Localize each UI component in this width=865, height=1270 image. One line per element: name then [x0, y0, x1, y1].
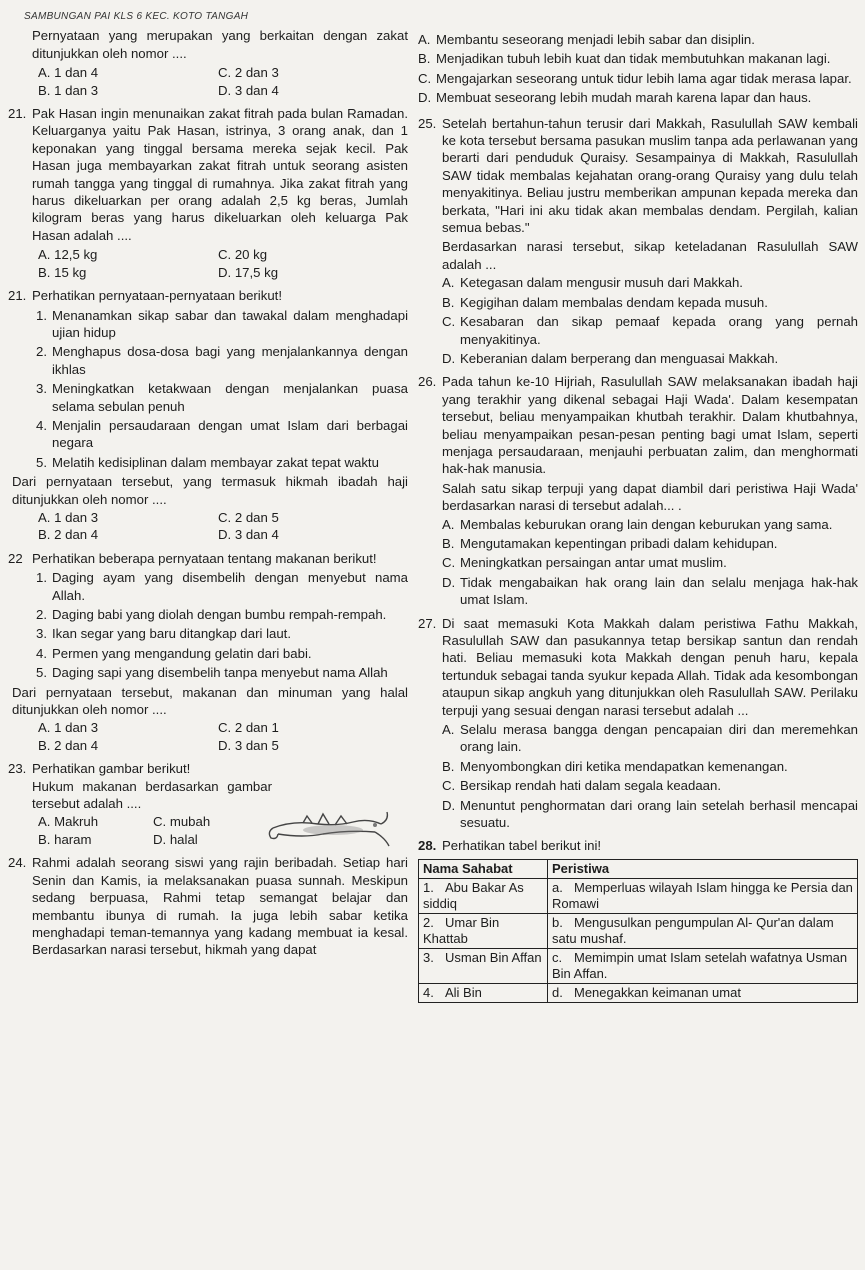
statement-list	[32, 307, 408, 472]
list-item: 3. Meningkatkan ketakwaan dengan menjalankan puasa selama sebulan penuh	[36, 381, 408, 414]
option-c[interactable]: C. mubah	[153, 814, 211, 830]
question-number: 21.	[8, 288, 27, 304]
option-b[interactable]: B. Menyombongkan diri ketika mendapatkan kemenangan.	[442, 758, 788, 774]
option-a[interactable]: A. 12,5 kg	[38, 247, 98, 263]
sahabat-table	[418, 859, 858, 1003]
question-prompt: Berdasarkan narasi tersebut, sikap keteladanan Rasulullah SAW adalah ...	[442, 239, 858, 272]
question-prompt: Dari pernyataan tersebut, yang termasuk hikmah ibadah haji ditunjukkan oleh nomor ....	[12, 474, 408, 507]
table-row: 4. Ali Bin d. Menegakkan keimanan umat	[419, 983, 858, 1002]
option-b[interactable]: B. Kegigihan dalam membalas dendam kepada musuh.	[442, 294, 768, 310]
option-a[interactable]: A. Ketegasan dalam mengusir musuh dari Makkah.	[442, 275, 743, 291]
question-stem: Perhatikan gambar berikut!	[32, 761, 191, 777]
question-stem: Pak Hasan ingin menunaikan zakat fitrah pada bulan Ramadan. Keluarganya yaitu Pak Hasan, istrinya, 3 orang anak, dan 1 keponakan yang tinggal bersama mereka sejak kecil. Pak Hasan juga membayarkan zakat fitrah untuk seorang asisten rumah tangga yang tinggal di rumahnya. Jika zakat fitrah yang harus dikeluarkan per orang adalah 2,5 kg beras, Jumlah kilogram beras yang harus dikeluarkan oleh keluarga Pak Hasan adalah ....	[32, 106, 408, 243]
question-23	[8, 760, 408, 848]
option-d[interactable]: D. 3 dan 4	[218, 527, 279, 543]
list-item: 4. Permen yang mengandung gelatin dari babi.	[36, 645, 312, 661]
option-a[interactable]: A. Membalas keburukan orang lain dengan keburukan yang sama.	[442, 516, 833, 532]
list-item: 5. Melatih kedisiplinan dalam membayar zakat tepat waktu	[36, 454, 379, 470]
question-21	[8, 105, 408, 281]
table-row: 3. Usman Bin Affan c. Memimpin umat Islam setelah wafatnya Usman Bin Affan.	[419, 948, 858, 983]
question-prompt: Salah satu sikap terpuji yang dapat diambil dari peristiwa Haji Wada' berdasarkan narasi di tersebut adalah... .	[442, 480, 858, 514]
question-27	[418, 615, 858, 832]
table-row: 2. Umar Bin Khattab b. Mengusulkan pengumpulan Al- Qur'an dalam satu mushaf.	[419, 913, 858, 948]
option-d[interactable]: D. 3 dan 5	[218, 737, 279, 753]
question-prompt: Hukum makanan berdasarkan gambar tersebut adalah ....	[32, 778, 272, 812]
lobster-image	[263, 790, 393, 850]
list-item: 1. Menanamkan sikap sabar dan tawakal dalam menghadapi ujian hidup	[36, 307, 408, 340]
question-stem: Setelah bertahun-tahun terusir dari Makkah, Rasulullah SAW kembali ke kota tersebut bersama pasukan muslim tanpa ada perlawanan yang berarti dari penduduk Quraisy. Sesampainya di Makkah, Rasulullah SAW tidak membalas kejahatan orang-orang Quraisy yang dulu telah menyakitinya. Beliau justru memberikan ampunan kepada mereka dan berkata, "Hari ini aku tidak akan membalas dendam. Pergilah, kalian semua bebas."	[442, 115, 858, 236]
question-stem: Pada tahun ke-10 Hijriah, Rasulullah SAW melaksanakan ibadah haji yang terakhir yang dikenal sebagai Haji Wada'. Dalam kesempatan tersebut, beliau menyampaikan khutbah terakhir. Dalam khutbahnya, beliau menyampaikan pesan-pesan penting bagi umat Islam, seperti menjaga persaudaraan, menjauhi perbuatan zalim, dan menghormati hak-hak manusia.	[442, 374, 858, 477]
option-d[interactable]: D. 3 dan 4	[218, 82, 279, 98]
question-number: 28.	[418, 838, 437, 854]
option-a[interactable]: A. Makruh	[38, 814, 99, 830]
table-row: 1. Abu Bakar As siddiq a. Memperluas wilayah Islam hingga ke Persia dan Romawi	[419, 878, 858, 913]
list-item: 4. Menjalin persaudaraan dengan umat Islam dari berbagai negara	[36, 417, 408, 451]
option-d[interactable]: D. halal	[153, 831, 198, 847]
answer-options	[38, 64, 408, 99]
option-b[interactable]: B. 2 dan 4	[38, 737, 99, 753]
option-b[interactable]: B. 2 dan 4	[38, 527, 99, 543]
table-header-peristiwa: Peristiwa	[548, 859, 858, 878]
question-top	[8, 27, 408, 99]
question-number: 21.	[8, 106, 27, 122]
list-item: 2. Daging babi yang diolah dengan bumbu rempah-rempah.	[36, 607, 387, 622]
list-item: 3. Ikan segar yang baru ditangkap dari laut.	[36, 626, 291, 642]
right-column	[418, 30, 858, 1009]
question-number: 22	[8, 550, 23, 566]
question-25	[418, 115, 858, 368]
option-c[interactable]: C. 20 kg	[218, 247, 268, 263]
list-item: 1. Daging ayam yang disembelih dengan menyebut nama Allah.	[36, 570, 408, 603]
answer-options	[442, 721, 858, 831]
page-header: SAMBUNGAN PAI KLS 6 KEC. KOTO TANGAH	[24, 11, 249, 22]
question-22	[8, 550, 408, 754]
option-d[interactable]: D. Menuntut penghormatan dari orang lain setelah berhasil mencapai sesuatu.	[442, 797, 858, 831]
question-number: 25.	[418, 115, 437, 131]
answer-options	[38, 509, 408, 544]
option-c[interactable]: C. Meningkatkan persaingan antar umat muslim.	[442, 555, 727, 571]
option-c[interactable]: C. Kesabaran dan sikap pemaaf kepada orang yang pernah menyakitinya.	[442, 314, 858, 347]
statement-list	[32, 569, 408, 681]
question-number: 27.	[418, 615, 437, 631]
question-number: 26.	[418, 374, 437, 390]
table-header-nama: Nama Sahabat	[419, 859, 548, 878]
answer-options	[38, 719, 408, 754]
question-24	[8, 854, 408, 958]
question-prompt: Dari pernyataan tersebut, makanan dan minuman yang halal ditunjukkan oleh nomor ....	[12, 684, 408, 718]
option-c[interactable]: C. 2 dan 3	[218, 65, 279, 81]
option-c[interactable]: C. Bersikap rendah hati dalam segala keadaan.	[442, 778, 721, 794]
option-c[interactable]: C. 2 dan 5	[218, 509, 279, 525]
option-a[interactable]: A. Selalu merasa bangga dengan pencapaian diri dan meremehkan orang lain.	[442, 722, 858, 755]
question-stem: Rahmi adalah seorang siswi yang rajin beribadah. Setiap hari Senin dan Kamis, ia melaksanakan puasa sunnah. Meskipun sedang berpuasa, Rahmi tetap semangat belajar dan membantu ibunya di rumah. Ia juga lebih sabar ketika menghadapi teman-temannya yang kadang membuat ia kesal. Berdasarkan narasi tersebut, hikmah yang dapat	[32, 855, 408, 958]
question-number: 23.	[8, 761, 27, 777]
question-28	[418, 837, 858, 1002]
option-d[interactable]: D. 17,5 kg	[218, 264, 279, 280]
answer-options	[442, 516, 858, 609]
option-b[interactable]: B. 15 kg	[38, 264, 87, 280]
option-d[interactable]: D. Keberanian dalam berperang dan menguasai Makkah.	[442, 350, 779, 366]
question-stem: Perhatikan pernyataan-pernyataan berikut!	[32, 288, 282, 304]
option-d[interactable]: D. Tidak mengabaikan hak orang lain dan selalu menjaga hak-hak umat Islam.	[442, 574, 858, 608]
option-b[interactable]: B. Mengutamakan kepentingan pribadi dalam kehidupan.	[442, 535, 778, 551]
option-c[interactable]: C. 2 dan 1	[218, 720, 279, 736]
option-a[interactable]: A. 1 dan 3	[38, 720, 99, 736]
option-d[interactable]: D. Membuat seseorang lebih mudah marah karena lapar dan haus.	[418, 90, 812, 106]
question-hikmah-haji	[8, 287, 408, 544]
question-stem: Perhatikan beberapa pernyataan tentang makanan berikut!	[32, 550, 377, 566]
option-a[interactable]: A. 1 dan 4	[38, 65, 99, 81]
list-item: 5. Daging sapi yang disembelih tanpa menyebut nama Allah	[36, 665, 388, 681]
answer-options	[38, 246, 408, 281]
question-stem: Pernyataan yang merupakan yang berkaitan dengan zakat ditunjukkan oleh nomor ....	[32, 28, 408, 61]
option-b[interactable]: B. 1 dan 3	[38, 82, 99, 98]
question-number: 24.	[8, 855, 27, 871]
question-stem: Perhatikan tabel berikut ini!	[442, 838, 602, 854]
option-a[interactable]: A. 1 dan 3	[38, 509, 99, 525]
question-24-options	[418, 31, 858, 107]
question-stem: Di saat memasuki Kota Makkah dalam peristiwa Fathu Makkah, Rasulullah SAW dan pasukannya tetap bersikap santun dan rendah hati. Beliau memasuki kota Makkah dengan penuh haru, kepala tertunduk sebagai tanda syukur kepada Allah. Tidak ada kesombongan ataupun sikap angkuh yang ditunjukkan oleh Rasulullah SAW. Perilaku terpuji yang sesuai dengan narasi tersebut adalah ...	[442, 615, 858, 718]
option-b[interactable]: B. Menjadikan tubuh lebih kuat dan tidak membutuhkan makanan lagi.	[418, 51, 831, 67]
question-26	[418, 373, 858, 608]
option-c[interactable]: C. Mengajarkan seseorang untuk tidur lebih lama agar tidak merasa lapar.	[418, 70, 852, 86]
option-b[interactable]: B. haram	[38, 831, 92, 847]
left-column	[8, 8, 408, 965]
option-a[interactable]: A. Membantu seseorang menjadi lebih sabar dan disiplin.	[418, 32, 755, 47]
list-item: 2. Menghapus dosa-dosa bagi yang menjalankannya dengan ikhlas	[36, 344, 408, 377]
answer-options	[442, 274, 858, 367]
